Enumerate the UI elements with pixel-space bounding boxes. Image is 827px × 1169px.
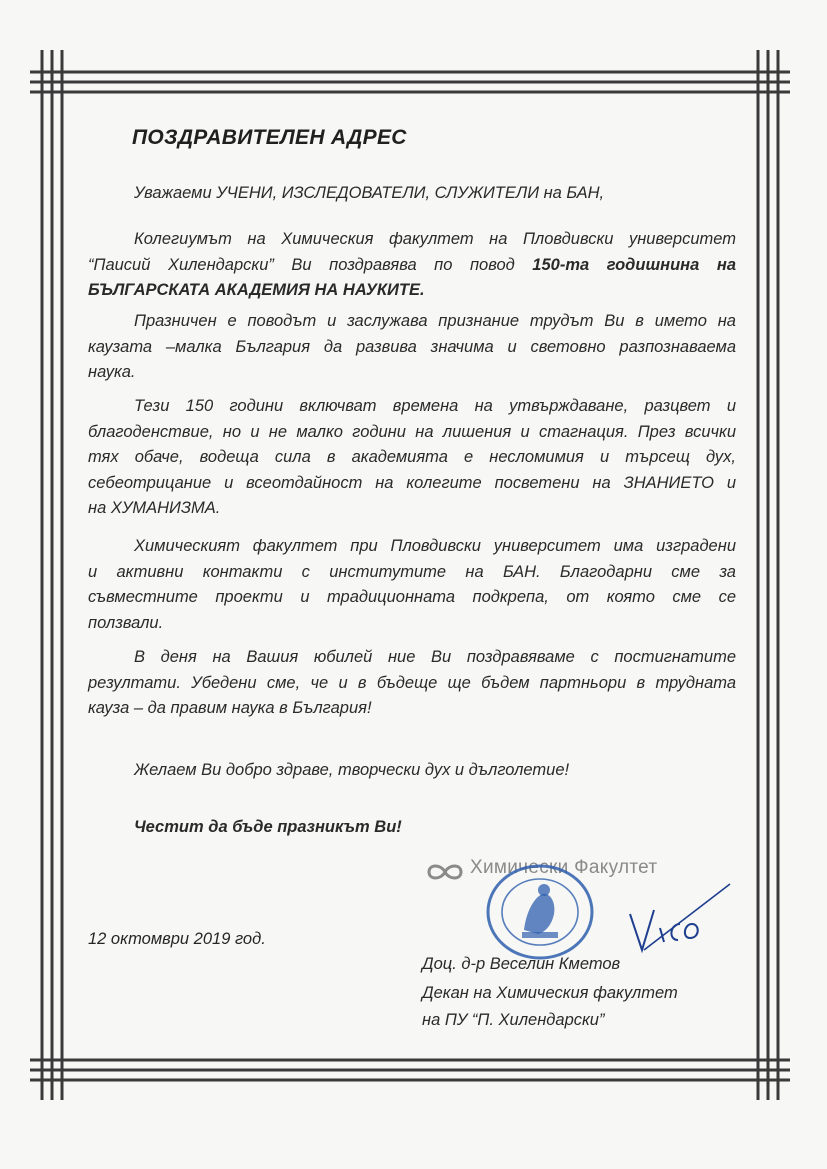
paragraph-1-line-3 (88, 278, 736, 304)
paragraph-3-line-2: благоденствие, но и не малко години на лишения и стагнация. През всички (88, 422, 736, 441)
paragraph-3-line-5: на ХУМАНИЗМА. (88, 499, 221, 517)
paragraph-1 (88, 227, 736, 304)
paragraph-3-line-1: Тези 150 години включват времена на утвърждаване, разцвет и (134, 397, 736, 415)
paragraph-1-line-2-text: “Паисий Хилендарски” Ви поздравява по повод (88, 255, 533, 274)
document-title: ПОЗДРАВИТЕЛЕН АДРЕС (132, 126, 407, 149)
paragraph-2-line-2: каузата –малка България да развива значима и световно разпознаваема (88, 337, 736, 356)
paragraph-2 (88, 309, 736, 386)
paragraph-5-line-1: В деня на Вашия юбилей ние Ви поздравяваме с постигнатите (134, 648, 736, 666)
paragraph-5 (88, 645, 736, 722)
paragraph-4-line-3: съвместните проекти и традиционната подкрепа, от която сме се (88, 588, 736, 606)
paragraph-5-line-2: резултати. Убедени сме, че и в бъдеще ще бъдем партньори в трудната (88, 673, 736, 692)
official-stamp-icon (484, 862, 596, 962)
signatory-name: Доц. д-р Веселин Кметов (422, 955, 621, 973)
signatory-institution: на ПУ “П. Хилендарски” (422, 1011, 605, 1029)
wishes-line: Желаем Ви добро здраве, творчески дух и дълголетие! (134, 761, 570, 779)
faculty-logo-icon (425, 860, 465, 884)
signature-icon (620, 880, 740, 960)
paragraph-3-line-3: тях обаче, водеща сила в академията е несломимия и търсещ дух, (88, 448, 736, 466)
greeting: Уважаеми УЧЕНИ, ИЗСЛЕДОВАТЕЛИ, СЛУЖИТЕЛИ на БАН, (134, 184, 605, 202)
paragraph-3-line-4: себеотрицание и всеотдайност на колегите посветени на ЗНАНИЕТО и (88, 473, 736, 492)
paragraph-2-line-3: наука. (88, 363, 136, 381)
paragraph-2-line-1: Празничен е поводът и заслужава признание трудът Ви в името на (134, 312, 736, 330)
paragraph-4-line-2: и активни контакти с институтите на БАН. Благодарни сме за (88, 562, 736, 581)
paragraph-1-line-2 (88, 253, 736, 279)
paragraph-1-line-1: Колегиумът на Химическия факултет на Пловдивски университет (134, 230, 736, 248)
paragraph-4-line-4: ползвали. (88, 613, 164, 632)
paragraph-4-line-1: Химическият факултет при Пловдивски университет има изградени (134, 537, 736, 555)
academy-name: БЪЛГАРСКАТА АКАДЕМИЯ НА НАУКИТЕ. (88, 281, 425, 299)
paragraph-3 (88, 394, 736, 522)
document-date: 12 октомври 2019 год. (88, 930, 266, 948)
signatory-position: Декан на Химическия факултет (422, 984, 678, 1002)
paragraph-5-line-3: кауза – да правим наука в България! (88, 699, 372, 717)
faculty-logo-text: Химически Факултет (470, 857, 658, 878)
closing-line: Честит да бъде празникът Ви! (134, 818, 402, 836)
paragraph-4 (88, 534, 736, 636)
anniversary-emphasis: 150-та годишнина на (532, 255, 736, 274)
